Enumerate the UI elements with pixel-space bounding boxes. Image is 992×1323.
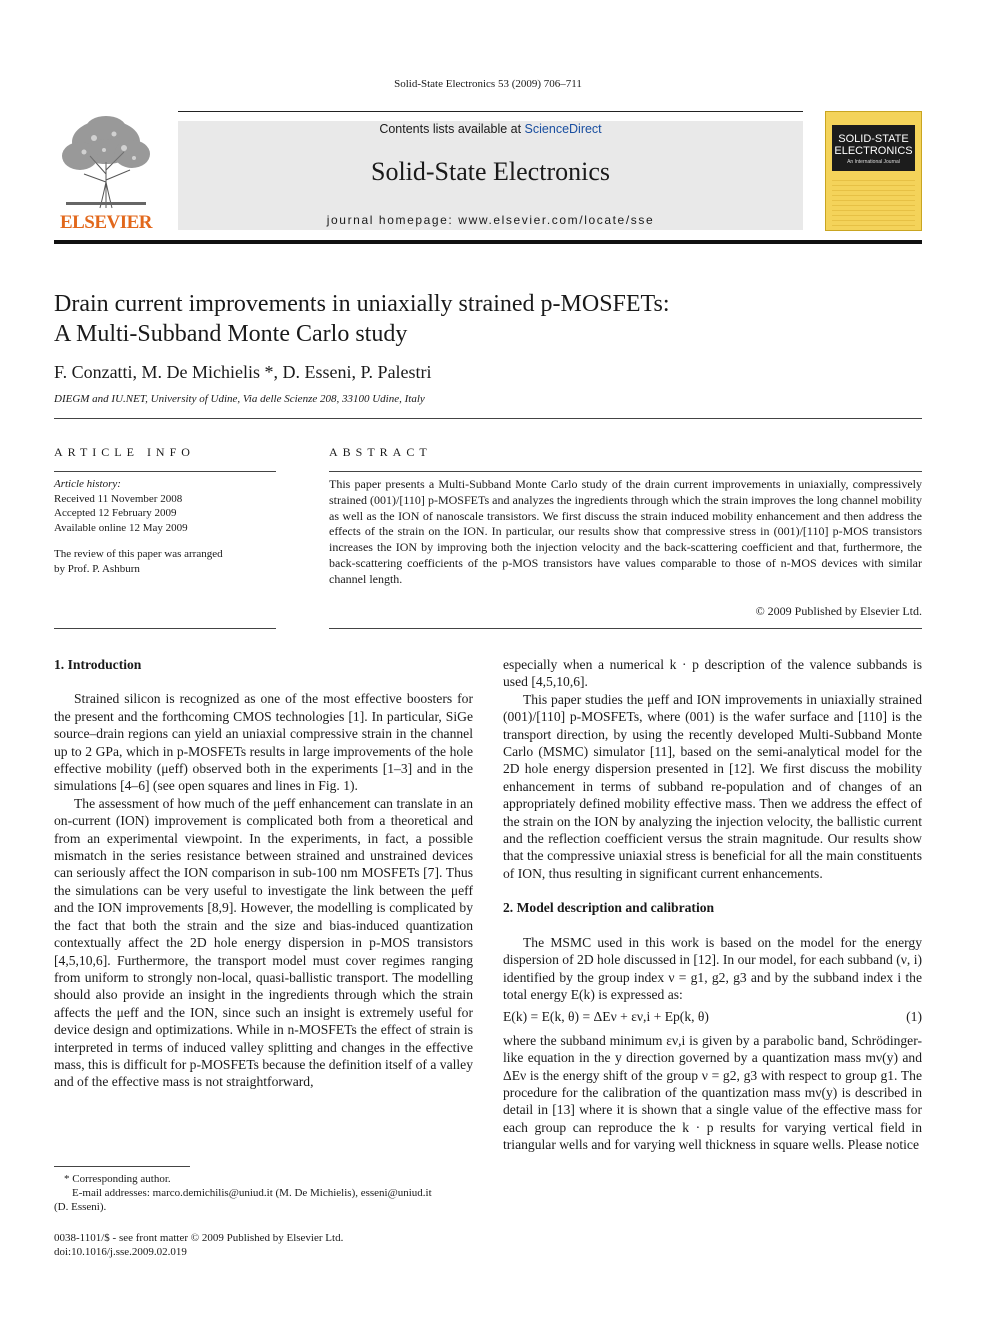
intro-paragraph-3: This paper studies the μeff and ION improvements in uniaxially strained (001)/[110] p-MOSFETs, where (001) is the wafer surface and [110] is the transport direction, by using the recently developed Multi-Subband Monte Carlo (MSMC) simulator [11], based on the semi-analytical model for the 2D hole energy dispersion presented in [12]. We first discuss the mobility enhancement in terms of subband re-population and of changes of an appropriately defined mobility effective mass. Then we address the effect of the strain on the ION by analyzing the injection velocity, the ballistic current and the reflection coefficient versus the strain magnitude. Our results show that the compressive uniaxial stress is beneficial for all the main constituents of ION, thus resulting in significant current enhancements. — [503, 691, 922, 881]
cover-subtitle: An International Journal — [847, 159, 900, 165]
front-matter-info — [54, 1231, 343, 1259]
sciencedirect-link[interactable]: ScienceDirect — [524, 122, 602, 136]
equation-body: E(k) = E(k, θ) = ΔEν + εν,i + Ep(k, θ) — [503, 1009, 709, 1025]
elsevier-tree-logo-icon[interactable] — [54, 112, 158, 236]
footnote — [54, 1172, 473, 1214]
contents-prefix: Contents lists available at — [379, 122, 525, 136]
online-date: Available online 12 May 2009 — [54, 521, 188, 534]
journal-name: Solid-State Electronics — [370, 157, 610, 186]
history-label: Article history: — [54, 478, 121, 490]
title-line-2: A Multi-Subband Monte Carlo study — [54, 321, 408, 347]
abstract-heading: ABSTRACT — [329, 445, 432, 459]
article-title — [54, 289, 922, 349]
intro-paragraph-1: Strained silicon is recognized as one of the most effective boosters for the present and the forthcoming CMOS technologies [1]. In particular, SiGe source–drain regions can yield an uniaxial compressive strain in the channel up to 2 GPa, which in p-MOSFETs results in large improvements of the hole effective mobility (μeff) observed both in the experiments [1–3] and in the simulations [4–6] (see open squares and lines in Fig. 1). — [54, 691, 473, 794]
contents-line — [178, 121, 803, 137]
equation-1 — [503, 1008, 922, 1025]
model-paragraph-1: The MSMC used in this work is based on the model for the energy dispersion of 2D hole discussed in [12]. In our model, for each subband (ν, i) identified by the group index ν = g1, g2, g3 and by the subband index i the total energy E(k) is expressed as: — [503, 934, 922, 1002]
corresponding-author-note: * Corresponding author. — [64, 1173, 171, 1185]
affiliation-rule — [54, 418, 922, 419]
section-heading-introduction: 1. Introduction — [54, 657, 142, 672]
abstract-rule-top — [329, 471, 922, 472]
tree-drawing — [54, 112, 158, 210]
review-note-2: by Prof. P. Ashburn — [54, 562, 140, 575]
section-heading-model: 2. Model description and calibration — [503, 900, 715, 916]
left-column — [54, 656, 473, 1091]
journal-header-box — [178, 121, 803, 230]
review-note: The review of this paper was arranged — [54, 548, 223, 560]
email-addresses-end: (D. Esseni). — [54, 1201, 107, 1213]
cover-title: SOLID-STATE ELECTRONICS — [834, 133, 913, 157]
article-history — [54, 477, 276, 576]
footnote-rule — [54, 1166, 190, 1167]
intro-paragraph-2: The assessment of how much of the μeff enhancement can translate in an on-current (ION) improvement is complicated both from a theoretical and from an experimental viewpoint. In the experiments, in fact, a possible mismatch in the series resistance between strained and unstrained devices can seriously affect the ION comparison in sub-100 nm MOSFETs [7]. Thus the simulations can be very useful to investigate the link between the μeff and the ION improvements [8,9]. However, the modelling is complicated by the fact that both the strain and the size and bias-induced quantization contextually affect the 2D hole energy dispersion in p-MOS transistors [4,5,10,6]. Furthermore, the transport model must cover regimes ranging from uniform to strongly non-local, quasi-ballistic transport. The modelling should also provide an insight in the ingredients through which the strain affects the μeff and the ION, since such an insight is extremely useful for device design and optimizations. While in n-MOSFETs the effect of strain is interpreted in terms of induced valley splitting and changes in the effective mass, this is difficult for p-MOSFETs because the definition itself of a valley and of the effective mass is not straightforward, — [54, 795, 473, 1090]
journal-reference: Solid-State Electronics 53 (2009) 706–711 — [394, 78, 582, 90]
abstract-text: This paper presents a Multi-Subband Monte Carlo study of the drain current improvements in uniaxially, compressively strained (001)/[110] p-MOSFETs and analyzes the ingredients through which the strain improves the long channel mobility as well as the ION of nanoscale transistors. We first discuss the strain induced mobility enhancement and then address the effects of the strain on the ION. In particular, our results show that compressive stress in (001)/[110] p-MOS transistors increases the ION by improving both the injection velocity and the back-scattering coefficient and that, furthermore, the back-scattering coefficients of the p-MOS transistors have values comparable to those of n-MOS devices with similar channel length. — [329, 477, 922, 586]
right-column — [503, 656, 922, 1154]
abstract-rule-bottom — [329, 628, 922, 629]
header-top-rule — [178, 111, 803, 112]
article-info-rule-top — [54, 471, 276, 472]
author-list: F. Conzatti, M. De Michielis *, D. Esseni, P. Palestri — [54, 362, 432, 382]
title-line-1: Drain current improvements in uniaxially strained p-MOSFETs: — [54, 291, 670, 317]
email-addresses[interactable]: E-mail addresses: marco.demichilis@uniud.it (M. De Michielis), esseni@uniud.it — [72, 1187, 432, 1199]
abstract-copyright: © 2009 Published by Elsevier Ltd. — [755, 604, 922, 618]
accepted-date: Accepted 12 February 2009 — [54, 507, 177, 519]
received-date: Received 11 November 2008 — [54, 492, 183, 505]
article-info-heading: ARTICLE INFO — [54, 445, 195, 459]
article-info-rule-bottom — [54, 628, 276, 629]
model-paragraph-2: where the subband minimum εν,i is given by a parabolic band, Schrödinger-like equation in the y direction governed by a quantization mass mν(y) and ΔEν is the energy shift of the group ν = g2, g3 with respect to group g1. The procedure for the calibration of the quantization mass mν(y) is described in detail in [13] where it is shown that a single value of the effective mass for each group can reproduce the k · p results for varying vertical field in triangular wells and for varying well thickness in square wells. Please notice — [503, 1032, 922, 1153]
journal-cover-icon[interactable] — [825, 111, 922, 231]
equation-number: (1) — [906, 1009, 922, 1025]
header-bottom-rule — [54, 240, 922, 244]
intro-paragraph-2-continued: especially when a numerical k · p description of the valence subbands is used [4,5,10,6]. — [503, 657, 922, 690]
issn-line: 0038-1101/$ - see front matter © 2009 Published by Elsevier Ltd. — [54, 1232, 344, 1244]
journal-homepage[interactable]: journal homepage: www.elsevier.com/locate/sse — [326, 213, 655, 227]
affiliation: DIEGM and IU.NET, University of Udine, Via delle Scienze 208, 33100 Udine, Italy — [54, 393, 425, 405]
doi-line[interactable]: doi:10.1016/j.sse.2009.02.019 — [54, 1246, 187, 1258]
cover-pattern — [832, 176, 915, 226]
elsevier-wordmark: ELSEVIER — [59, 212, 153, 233]
